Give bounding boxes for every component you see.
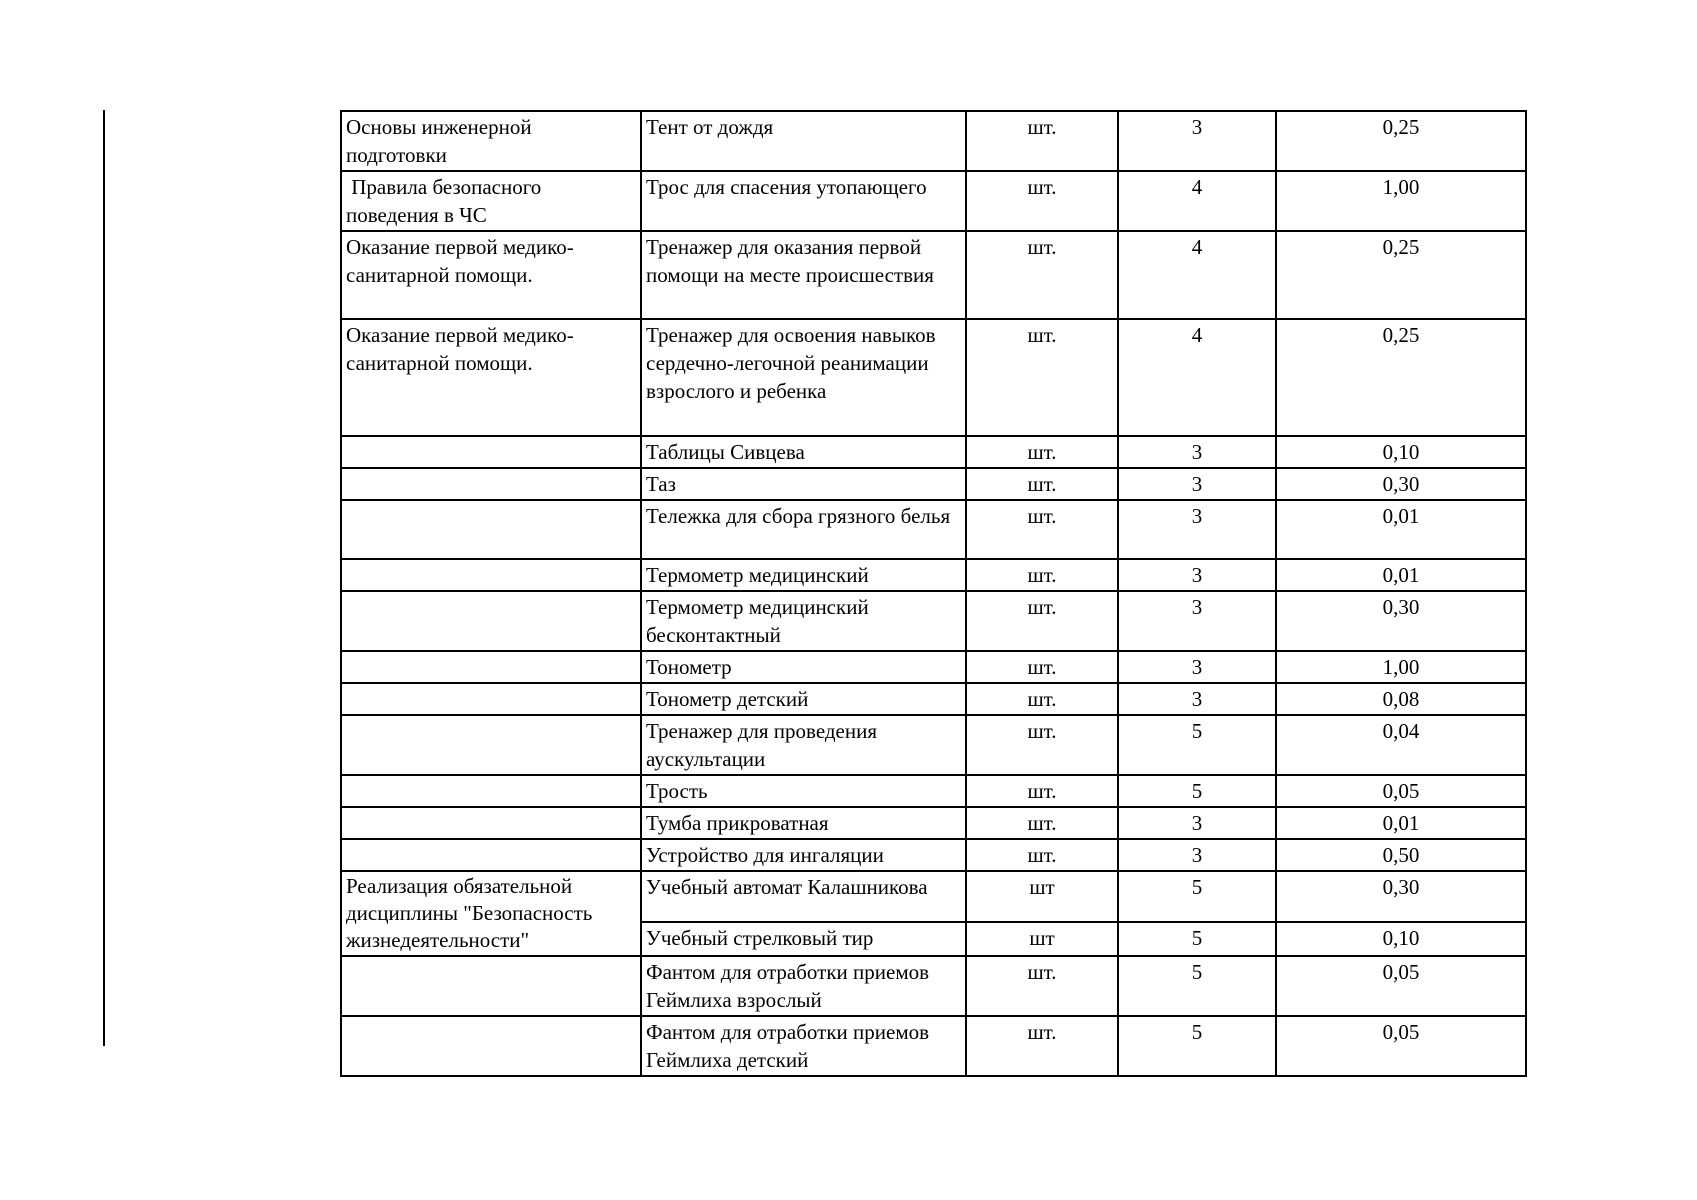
qty-cell: 3 bbox=[1118, 651, 1276, 683]
section-cell bbox=[341, 1016, 641, 1076]
item-cell: Тренажер для освоения навыков сердечно-легочной реанимации взрослого и ребенка bbox=[641, 319, 966, 436]
table-row bbox=[341, 715, 1526, 775]
value-cell: 0,01 bbox=[1276, 807, 1526, 839]
equipment-table bbox=[340, 110, 1527, 1077]
unit-cell: шт. bbox=[966, 1016, 1118, 1076]
unit-cell: шт. bbox=[966, 111, 1118, 171]
unit-cell: шт. bbox=[966, 775, 1118, 807]
value-cell: 1,00 bbox=[1276, 171, 1526, 231]
item-cell: Термометр медицинский bbox=[641, 559, 966, 591]
item-cell: Учебный автомат Калашникова bbox=[641, 871, 966, 922]
value-cell: 0,25 bbox=[1276, 319, 1526, 436]
unit-cell: шт. bbox=[966, 715, 1118, 775]
unit-cell: шт. bbox=[966, 956, 1118, 1016]
value-cell: 0,30 bbox=[1276, 468, 1526, 500]
value-cell: 0,25 bbox=[1276, 231, 1526, 319]
qty-cell: 3 bbox=[1118, 839, 1276, 871]
value-cell: 0,05 bbox=[1276, 956, 1526, 1016]
unit-cell: шт. bbox=[966, 319, 1118, 436]
value-cell: 0,05 bbox=[1276, 775, 1526, 807]
unit-cell: шт. bbox=[966, 468, 1118, 500]
qty-cell: 3 bbox=[1118, 683, 1276, 715]
table-row bbox=[341, 231, 1526, 319]
table-row bbox=[341, 591, 1526, 651]
value-cell: 0,01 bbox=[1276, 559, 1526, 591]
qty-cell: 4 bbox=[1118, 319, 1276, 436]
unit-cell: шт bbox=[966, 922, 1118, 956]
page-margin-line bbox=[103, 110, 105, 1046]
unit-cell: шт. bbox=[966, 231, 1118, 319]
item-cell: Тент от дождя bbox=[641, 111, 966, 171]
item-cell: Таз bbox=[641, 468, 966, 500]
qty-cell: 3 bbox=[1118, 468, 1276, 500]
table-row bbox=[341, 775, 1526, 807]
table-row bbox=[341, 559, 1526, 591]
table-row bbox=[341, 807, 1526, 839]
qty-cell: 5 bbox=[1118, 1016, 1276, 1076]
section-cell bbox=[341, 591, 641, 651]
qty-cell: 5 bbox=[1118, 956, 1276, 1016]
section-cell bbox=[341, 468, 641, 500]
value-cell: 0,04 bbox=[1276, 715, 1526, 775]
table-row bbox=[341, 651, 1526, 683]
section-cell bbox=[341, 651, 641, 683]
section-cell bbox=[341, 775, 641, 807]
item-cell: Трость bbox=[641, 775, 966, 807]
value-cell: 0,05 bbox=[1276, 1016, 1526, 1076]
section-cell bbox=[341, 559, 641, 591]
unit-cell: шт. bbox=[966, 807, 1118, 839]
item-cell: Фантом для отработки приемов Геймлиха детский bbox=[641, 1016, 966, 1076]
qty-cell: 3 bbox=[1118, 436, 1276, 468]
value-cell: 0,10 bbox=[1276, 436, 1526, 468]
qty-cell: 5 bbox=[1118, 871, 1276, 922]
qty-cell: 3 bbox=[1118, 807, 1276, 839]
qty-cell: 3 bbox=[1118, 500, 1276, 559]
unit-cell: шт. bbox=[966, 683, 1118, 715]
unit-cell: шт. bbox=[966, 171, 1118, 231]
section-cell: Оказание первой медико-санитарной помощи. bbox=[341, 231, 641, 319]
unit-cell: шт. bbox=[966, 436, 1118, 468]
unit-cell: шт. bbox=[966, 591, 1118, 651]
value-cell: 0,50 bbox=[1276, 839, 1526, 871]
table-row bbox=[341, 171, 1526, 231]
item-cell: Таблицы Сивцева bbox=[641, 436, 966, 468]
table-row bbox=[341, 871, 1526, 922]
unit-cell: шт. bbox=[966, 839, 1118, 871]
section-cell bbox=[341, 839, 641, 871]
table-row bbox=[341, 111, 1526, 171]
item-cell: Устройство для ингаляции bbox=[641, 839, 966, 871]
qty-cell: 5 bbox=[1118, 775, 1276, 807]
item-cell: Термометр медицинский бесконтактный bbox=[641, 591, 966, 651]
section-cell: Основы инженерной подготовки bbox=[341, 111, 641, 171]
value-cell: 0,08 bbox=[1276, 683, 1526, 715]
table-row bbox=[341, 319, 1526, 436]
item-cell: Учебный стрелковый тир bbox=[641, 922, 966, 956]
value-cell: 0,30 bbox=[1276, 591, 1526, 651]
item-cell: Трос для спасения утопающего bbox=[641, 171, 966, 231]
table-row bbox=[341, 1016, 1526, 1076]
item-cell: Фантом для отработки приемов Геймлиха взрослый bbox=[641, 956, 966, 1016]
section-cell: Оказание первой медико-санитарной помощи. bbox=[341, 319, 641, 436]
table-row bbox=[341, 683, 1526, 715]
section-cell bbox=[341, 436, 641, 468]
table-row bbox=[341, 956, 1526, 1016]
value-cell: 0,01 bbox=[1276, 500, 1526, 559]
qty-cell: 4 bbox=[1118, 171, 1276, 231]
section-cell bbox=[341, 807, 641, 839]
qty-cell: 5 bbox=[1118, 715, 1276, 775]
section-cell bbox=[341, 715, 641, 775]
qty-cell: 3 bbox=[1118, 559, 1276, 591]
section-cell bbox=[341, 683, 641, 715]
unit-cell: шт. bbox=[966, 651, 1118, 683]
item-cell: Тренажер для оказания первой помощи на месте происшествия bbox=[641, 231, 966, 319]
table-row bbox=[341, 436, 1526, 468]
qty-cell: 5 bbox=[1118, 922, 1276, 956]
qty-cell: 4 bbox=[1118, 231, 1276, 319]
item-cell: Тонометр детский bbox=[641, 683, 966, 715]
section-cell: Реализация обязательной дисциплины "Безопасность жизнедеятельности" bbox=[341, 871, 641, 956]
table-row bbox=[341, 839, 1526, 871]
item-cell: Тумба прикроватная bbox=[641, 807, 966, 839]
item-cell: Тележка для сбора грязного белья bbox=[641, 500, 966, 559]
value-cell: 0,25 bbox=[1276, 111, 1526, 171]
item-cell: Тонометр bbox=[641, 651, 966, 683]
unit-cell: шт. bbox=[966, 500, 1118, 559]
table-row bbox=[341, 468, 1526, 500]
qty-cell: 3 bbox=[1118, 111, 1276, 171]
value-cell: 0,30 bbox=[1276, 871, 1526, 922]
value-cell: 0,10 bbox=[1276, 922, 1526, 956]
section-cell bbox=[341, 956, 641, 1016]
unit-cell: шт. bbox=[966, 559, 1118, 591]
value-cell: 1,00 bbox=[1276, 651, 1526, 683]
unit-cell: шт bbox=[966, 871, 1118, 922]
section-cell bbox=[341, 500, 641, 559]
section-cell: Правила безопасного поведения в ЧС bbox=[341, 171, 641, 231]
item-cell: Тренажер для проведения аускультации bbox=[641, 715, 966, 775]
table-row bbox=[341, 500, 1526, 559]
qty-cell: 3 bbox=[1118, 591, 1276, 651]
